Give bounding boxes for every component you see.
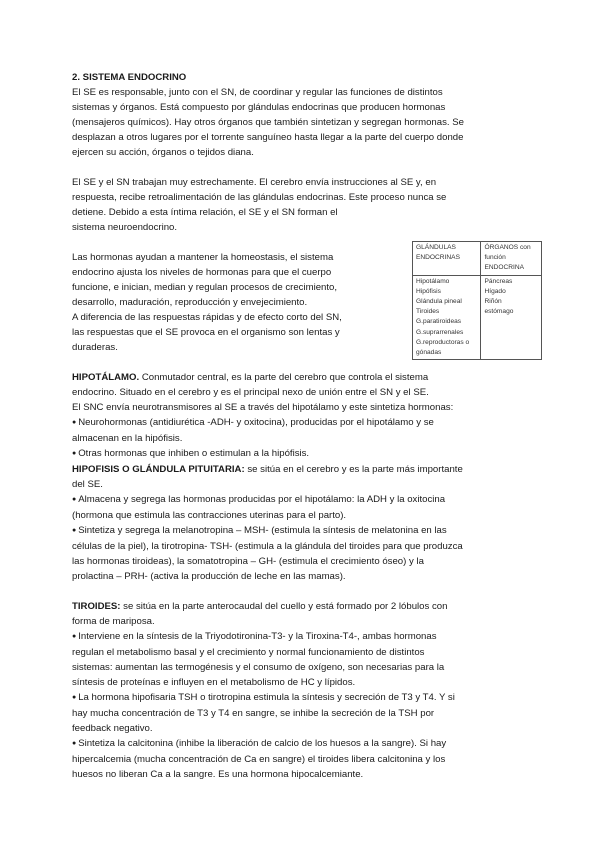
homeostasis-section: [72, 235, 534, 355]
bullet-item: ● Neurohormonas (antidiurética -ADH- y oxitocina), producidas por el hipotálamo y se: [72, 415, 534, 431]
text-line: funcione, e inician, median y regulan procesos de crecimiento,: [72, 282, 338, 293]
text-line: ejercen su acción, órganos o tejidos diana.: [72, 147, 254, 158]
text-line: El SE es responsable, junto con el SN, de coordinar y regular las funciones de distintos: [72, 87, 443, 98]
tiroides-section: TIROIDES: se sitúa en la parte anterocaudal del cuello y está formado por 2 lóbulos con forma de mariposa. ● Interviene en la síntesis de la Triyodotironina-T3- y la Tiroxina-T4-, ambas hormonas regulan el metabolismo basal y el crecimiento y normal funcionamiento de distintos sistemas: aumentan las termogénesis y el consumo de oxígeno, son necesarias para la síntesis de proteínas e influyen en el metabolismo de HC y lípidos. ● La hormona hipofisaria TSH o tirotropina estimula la síntesis y secreción de T3 y T4. Y si hay mucha concentración de T3 y T4 en sangre, se inhibe la secreción de la TSH por feedback negativo. ● Sintetiza la calcitonina (inhibe la liberación de calcio de los huesos a la sangre). Si hay hipercalcemia (mucha concentración de Ca en sangre) el tiroides libera calcitonina y los huesos no liberan Ca a la sangre. Es una hormona hipocalcemiante.: [72, 599, 534, 782]
text-line: hipercalcemia (mucha concentración de Ca en sangre) el tiroides libera calcitonina y los: [72, 754, 446, 765]
text-line: sistema neuroendocrino.: [72, 222, 178, 233]
hipotalamo-title: HIPOTÁLAMO.: [72, 372, 140, 383]
se-sn-paragraph: [72, 175, 534, 235]
tiroides-title: TIROIDES:: [72, 601, 121, 612]
text-line: forma de mariposa.: [72, 616, 155, 627]
text-line: regulan el metabolismo basal y el crecimiento y normal funcionamiento de distintos: [72, 647, 425, 658]
text-line: hay mucha concentración de T3 y T4 en sangre, se inhibe la secreción de la TSH por: [72, 708, 435, 719]
bullet-item: ● Sintetiza la calcitonina (inhibe la liberación de calcio de los huesos a la sangre). Si hay: [72, 736, 534, 752]
text-line: A diferencia de las respuestas rápidas y de efecto corto del SN,: [72, 312, 342, 323]
table-header-glandulas: GLÁNDULAS ENDOCRINAS: [413, 242, 481, 276]
text-line: células de la piel), la tirotropina- TSH- (estimula a la glándula del tiroides para que produzca: [72, 541, 463, 552]
table-cell-glandulas: Hipotálamo Hipófisis Glándula pineal Tiroides G.paratiroideas G.suprarrenales G.reproductoras o gónadas: [413, 275, 481, 360]
text-line: feedback negativo.: [72, 723, 153, 734]
document-page: [72, 70, 534, 782]
text-line: endocrino. Situado en el cerebro y es el principal nexo de unión entre el SN y el SE.: [72, 387, 429, 398]
text-line: El SE y el SN trabajan muy estrechamente. El cerebro envía instrucciones al SE y, en: [72, 177, 437, 188]
text-line: desplazan a otros lugares por el torrente sanguíneo hasta llegar a la parte del cuerpo donde: [72, 132, 464, 143]
text-line: síntesis de proteínas e influyen en el metabolismo de HC y lípidos.: [72, 677, 356, 688]
text-line: prolactina – PRH- (activa la producción de leche en las mamas).: [72, 571, 346, 582]
text-line: detiene. Debido a esta íntima relación, el SE y el SN forman el: [72, 207, 338, 218]
table-cell-organos: Páncreas Hígado Riñón estómago: [481, 275, 542, 360]
text-line: respuesta, recibe retroalimentación de las glándulas endocrinas. Este proceso nunca se: [72, 192, 447, 203]
intro-paragraph: [72, 85, 534, 160]
hipotalamo-section: HIPOTÁLAMO. Conmutador central, es la parte del cerebro que controla el sistema endocrino. Situado en el cerebro y es el principal nexo de unión entre el SN y el SE. El SNC envía neurotransmisores al SE a través del hipotálamo y este sintetiza hormonas: ● Neurohormonas (antidiurética -ADH- y oxitocina), producidas por el hipotálamo y se almacenan en la hipófisis. ● Otras hormonas que inhiben o estimulan a la hipófisis.: [72, 370, 534, 462]
bullet-item: ● Otras hormonas que inhiben o estimulan a la hipófisis.: [72, 446, 534, 462]
text-line: sistemas y órganos. Está compuesto por glándulas endocrinas que producen hormonas: [72, 102, 446, 113]
text-line: almacenan en la hipófisis.: [72, 433, 183, 444]
text-line: las hormonas tiroideas), la somatotropina – GH- (estimula el crecimiento óseo) y la: [72, 556, 424, 567]
text-line: (mensajeros químicos). Hay otros órganos que también sintetizan y segregan hormonas. Se: [72, 117, 464, 128]
text-line: (hormona que estimula las contracciones uterinas para el parto).: [72, 510, 347, 521]
bullet-item: ● Interviene en la síntesis de la Triyodotironina-T3- y la Tiroxina-T4-, ambas hormonas: [72, 629, 534, 645]
text-line: sistemas: aumentan las termogénesis y el consumo de oxígeno, son necesarias para la: [72, 662, 445, 673]
text-line: las respuestas que el SE provoca en el organismo son lentas y: [72, 327, 340, 338]
bullet-item: ● Almacena y segrega las hormonas producidas por el hipotálamo: la ADH y la oxitocina: [72, 492, 534, 508]
table-header-organos: ÓRGANOS con función ENDOCRINA: [481, 242, 542, 276]
text-line: endocrino ajusta los niveles de hormonas para que el cuerpo: [72, 267, 332, 278]
text-line: desarrollo, maduración, reproducción y envejecimiento.: [72, 297, 308, 308]
bullet-item: ● La hormona hipofisaria TSH o tirotropina estimula la síntesis y secreción de T3 y T4. Y si: [72, 690, 534, 706]
text-line: duraderas.: [72, 342, 118, 353]
text-line: huesos no liberan Ca a la sangre. Es una hormona hipocalcemiante.: [72, 769, 364, 780]
homeostasis-paragraph: [72, 250, 382, 355]
section-title: 2. SISTEMA ENDOCRINO: [72, 72, 187, 83]
text-line: Las hormonas ayudan a mantener la homeostasis, el sistema: [72, 252, 334, 263]
glands-table: [412, 241, 542, 360]
bullet-item: ● Sintetiza y segrega la melanotropina – MSH- (estimula la síntesis de melatonina en las: [72, 523, 534, 539]
text-line: del SE.: [72, 479, 103, 490]
hipofisis-section: HIPOFISIS O GLÁNDULA PITUITARIA: se sitúa en el cerebro y es la parte más importante del SE. ● Almacena y segrega las hormonas producidas por el hipotálamo: la ADH y la oxitocina (hormona que estimula las contracciones uterinas para el parto). ● Sintetiza y segrega la melanotropina – MSH- (estimula la síntesis de melatonina en las células de la piel), la tirotropina- TSH- (estimula a la glándula del tiroides para que produzca las hormonas tiroideas), la somatotropina – GH- (estimula el crecimiento óseo) y la prolactina – PRH- (activa la producción de leche en las mamas).: [72, 462, 534, 584]
text-line: El SNC envía neurotransmisores al SE a través del hipotálamo y este sintetiza hormonas:: [72, 402, 454, 413]
hipofisis-title: HIPOFISIS O GLÁNDULA PITUITARIA:: [72, 464, 245, 475]
